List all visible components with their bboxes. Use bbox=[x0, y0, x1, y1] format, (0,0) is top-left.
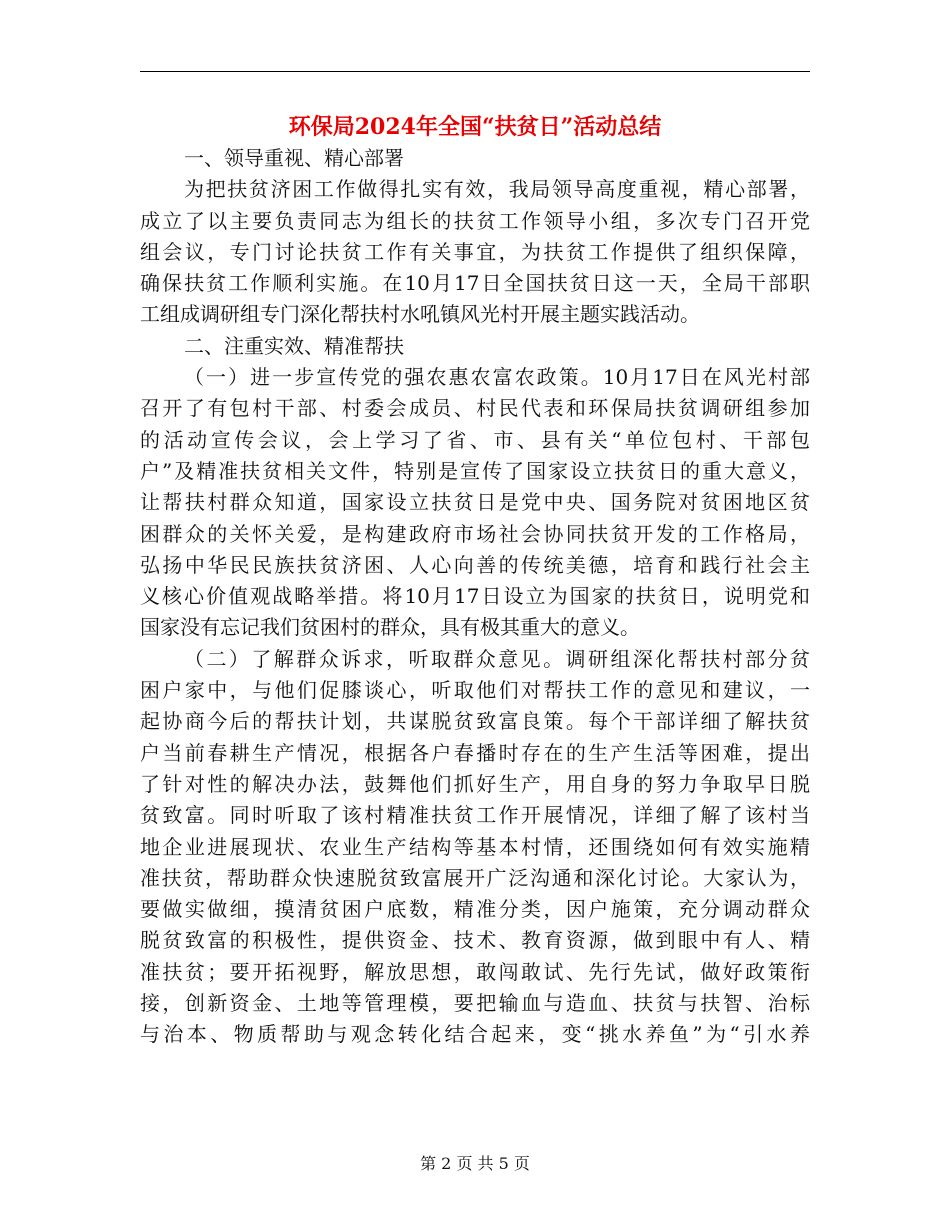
paragraph-line: 组会议，专门讨论扶贫工作有关事宜，为扶贫工作提供了组织保障， bbox=[140, 239, 810, 264]
paragraph-line: 成立了以主要负责同志为组长的扶贫工作领导小组，多次专门召开党 bbox=[140, 208, 810, 233]
page-number: 第 2 页 共 5 页 bbox=[420, 1154, 530, 1173]
paragraph-line: 义核心价值观战略举措。将10月17日设立为国家的扶贫日，说明党和 bbox=[140, 584, 810, 609]
paragraph-line: 起协商今后的帮扶计划，共谋脱贫致富良策。每个干部详细了解扶贫 bbox=[140, 709, 810, 734]
paragraph-line: （一）进一步宣传党的强农惠农富农政策。10月17日在风光村部 bbox=[184, 365, 810, 390]
paragraph-line: 困群众的关怀关爱，是构建政府市场社会协同扶贫开发的工作格局， bbox=[140, 521, 810, 546]
paragraph-line: 户”及精准扶贫相关文件，特别是宣传了国家设立扶贫日的重大意义， bbox=[140, 458, 810, 483]
paragraph-line: 准扶贫；要开拓视野，解放思想，敢闯敢试、先行先试，做好政策衔 bbox=[140, 959, 810, 984]
document-title: 环保局2024年全国“扶贫日”活动总结 bbox=[288, 114, 662, 140]
paragraph-line: 贫致富。同时听取了该村精准扶贫工作开展情况，详细了解了该村当 bbox=[140, 803, 810, 828]
paragraph-line: 地企业进展现状、农业生产结构等基本村情，还围绕如何有效实施精 bbox=[140, 834, 810, 859]
section-heading-1: 一、领导重视、精心部署 bbox=[184, 146, 404, 170]
section-heading-2: 二、注重实效、精准帮扶 bbox=[184, 333, 404, 358]
paragraph-line: 为把扶贫济困工作做得扎实有效，我局领导高度重视，精心部署， bbox=[184, 177, 810, 202]
paragraph-line: 准扶贫，帮助群众快速脱贫致富展开广泛沟通和深化讨论。大家认为， bbox=[140, 865, 810, 890]
paragraph-line: 与治本、物质帮助与观念转化结合起来，变“挑水养鱼”为“引水养 bbox=[140, 1022, 810, 1047]
paragraph-line: 的活动宣传会议，会上学习了省、市、县有关“单位包村、干部包 bbox=[140, 427, 810, 452]
document-body bbox=[140, 143, 810, 1051]
paragraph-line: 了针对性的解决办法，鼓舞他们抓好生产，用自身的努力争取早日脱 bbox=[140, 771, 810, 796]
paragraph-line: 户当前春耕生产情况，根据各户春播时存在的生产生活等困难，提出 bbox=[140, 740, 810, 765]
paragraph-line: 确保扶贫工作顺利实施。在10月17日全国扶贫日这一天，全局干部职 bbox=[140, 271, 810, 296]
paragraph-line: 召开了有包村干部、村委会成员、村民代表和环保局扶贫调研组参加 bbox=[140, 396, 810, 421]
paragraph-line: 让帮扶村群众知道，国家设立扶贫日是党中央、国务院对贫困地区贫 bbox=[140, 490, 810, 515]
paragraph-line: 脱贫致富的积极性，提供资金、技术、教育资源，做到眼中有人、精 bbox=[140, 928, 810, 953]
paragraph-line: 弘扬中华民民族扶贫济困、人心向善的传统美德，培育和践行社会主 bbox=[140, 552, 810, 577]
header-rule bbox=[140, 71, 810, 72]
paragraph-line: 接，创新资金、土地等管理模，要把输血与造血、扶贫与扶智、治标 bbox=[140, 991, 810, 1016]
paragraph-line: 要做实做细，摸清贫困户底数，精准分类，因户施策，充分调动群众 bbox=[140, 897, 810, 922]
paragraph-line: 国家没有忘记我们贫困村的群众，具有极其重大的意义。 bbox=[140, 615, 640, 640]
paragraph-line: 工组成调研组专门深化帮扶村水吼镇风光村开展主题实践活动。 bbox=[140, 302, 700, 327]
paragraph-line: （二）了解群众诉求，听取群众意见。调研组深化帮扶村部分贫 bbox=[184, 646, 810, 671]
paragraph-line: 困户家中，与他们促膝谈心，听取他们对帮扶工作的意见和建议，一 bbox=[140, 678, 810, 703]
